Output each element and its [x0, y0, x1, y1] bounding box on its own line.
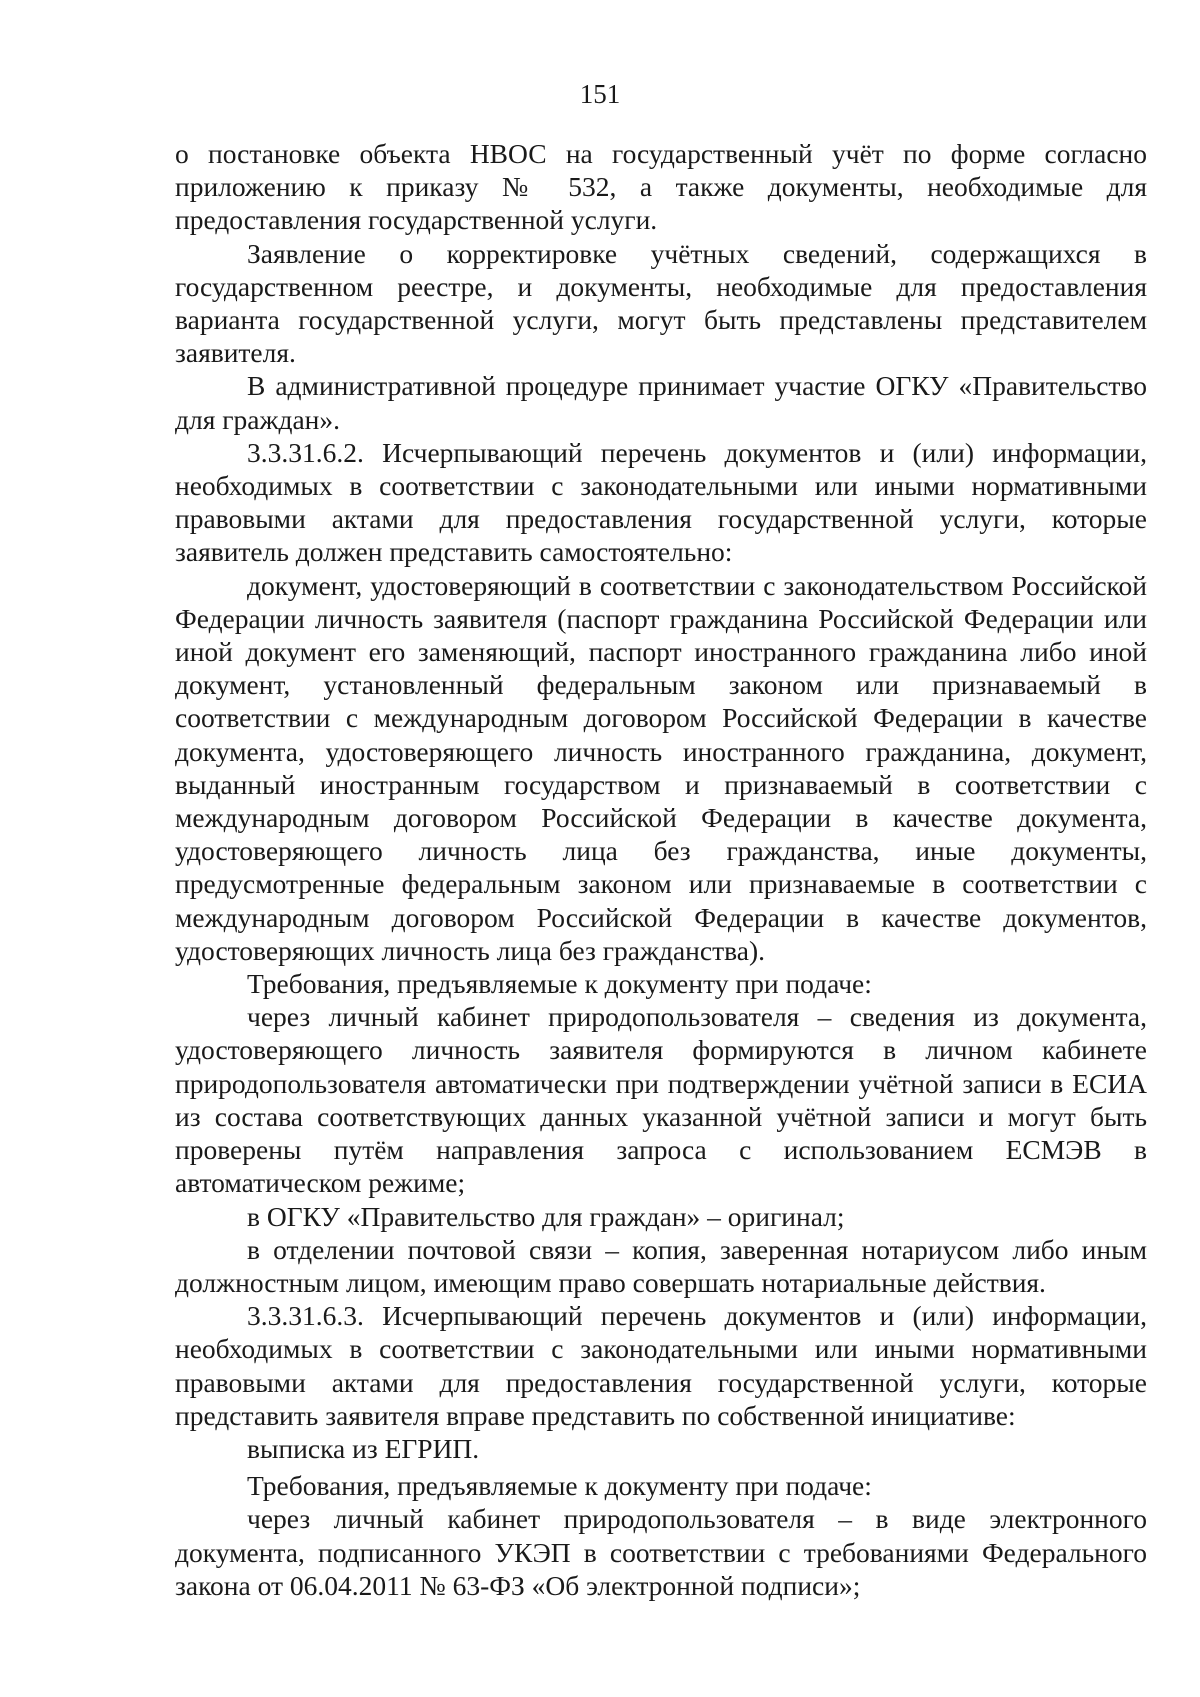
paragraph: Заявление о корректировке учётных сведений, содержащихся в государственном реестре, и документы, необходимые для предоставления варианта государственной услуги, могут быть представлены представителем заявителя. [175, 237, 1147, 369]
paragraph: через личный кабинет природопользователя – в виде электронного документа, подписанного УКЭП в соответствии с требованиями Федерального закона от 06.04.2011 № 63-ФЗ «Об электронной подписи»; [175, 1503, 1147, 1601]
paragraph: Требования, предъявляемые к документу при подаче: [247, 1470, 872, 1502]
paragraph: в ОГКУ «Правительство для граждан» – оригинал; [247, 1200, 845, 1232]
document-body [175, 137, 1147, 1602]
paragraph: в отделении почтовой связи – копия, заверенная нотариусом либо иным должностным лицом, имеющим право совершать нотариальные действия. [175, 1233, 1147, 1298]
paragraph: 3.3.31.6.2. Исчерпывающий перечень документов и (или) информации, необходимых в соответствии с законодательными или иными нормативными правовыми актами для предоставления государственной услуги, которые заявитель должен представить самостоятельно: [175, 436, 1147, 568]
paragraph: о постановке объекта НВОС на государственный учёт по форме согласно приложению к приказу № 532, а также документы, необходимые для предоставления государственной услуги. [175, 138, 1147, 236]
paragraph: выписка из ЕГРИП. [247, 1432, 480, 1464]
paragraph: Требования, предъявляемые к документу при подаче: [247, 968, 872, 1000]
paragraph: документ, удостоверяющий в соответствии с законодательством Российской Федерации личность заявителя (паспорт гражданина Российской Федерации или иной документ его заменяющий, паспорт иностранного гражданина либо иной документ, установленный федеральным законом или признаваемый в соответствии с международным договором Российской Федерации в качестве документа, удостоверяющего личность иностранного гражданина, документ, выданный иностранным государством и признаваемый в соответствии с международным договором Российской Федерации в качестве документа, удостоверяющего личность лица без гражданства, иные документы, предусмотренные федеральным законом или признаваемые в соответствии с международным договором Российской Федерации в качестве документов, удостоверяющих личность лица без гражданства). [175, 569, 1147, 966]
paragraph: В административной процедуре принимает участие ОГКУ «Правительство для граждан». [175, 370, 1147, 435]
paragraph: 3.3.31.6.3. Исчерпывающий перечень документов и (или) информации, необходимых в соответствии с законодательными или иными нормативными правовыми актами для предоставления государственной услуги, которые представить заявителя вправе представить по собственной инициативе: [175, 1300, 1147, 1431]
paragraph: через личный кабинет природопользователя – сведения из документа, удостоверяющего личность заявителя формируются в личном кабинете природопользователя автоматически при подтверждении учётной записи в ЕСИА из состава соответствующих данных указанной учётной записи и могут быть проверены путём направления запроса с использованием ЕСМЭВ в автоматическом режиме; [175, 1001, 1147, 1199]
page-number: 151 [579, 79, 621, 109]
